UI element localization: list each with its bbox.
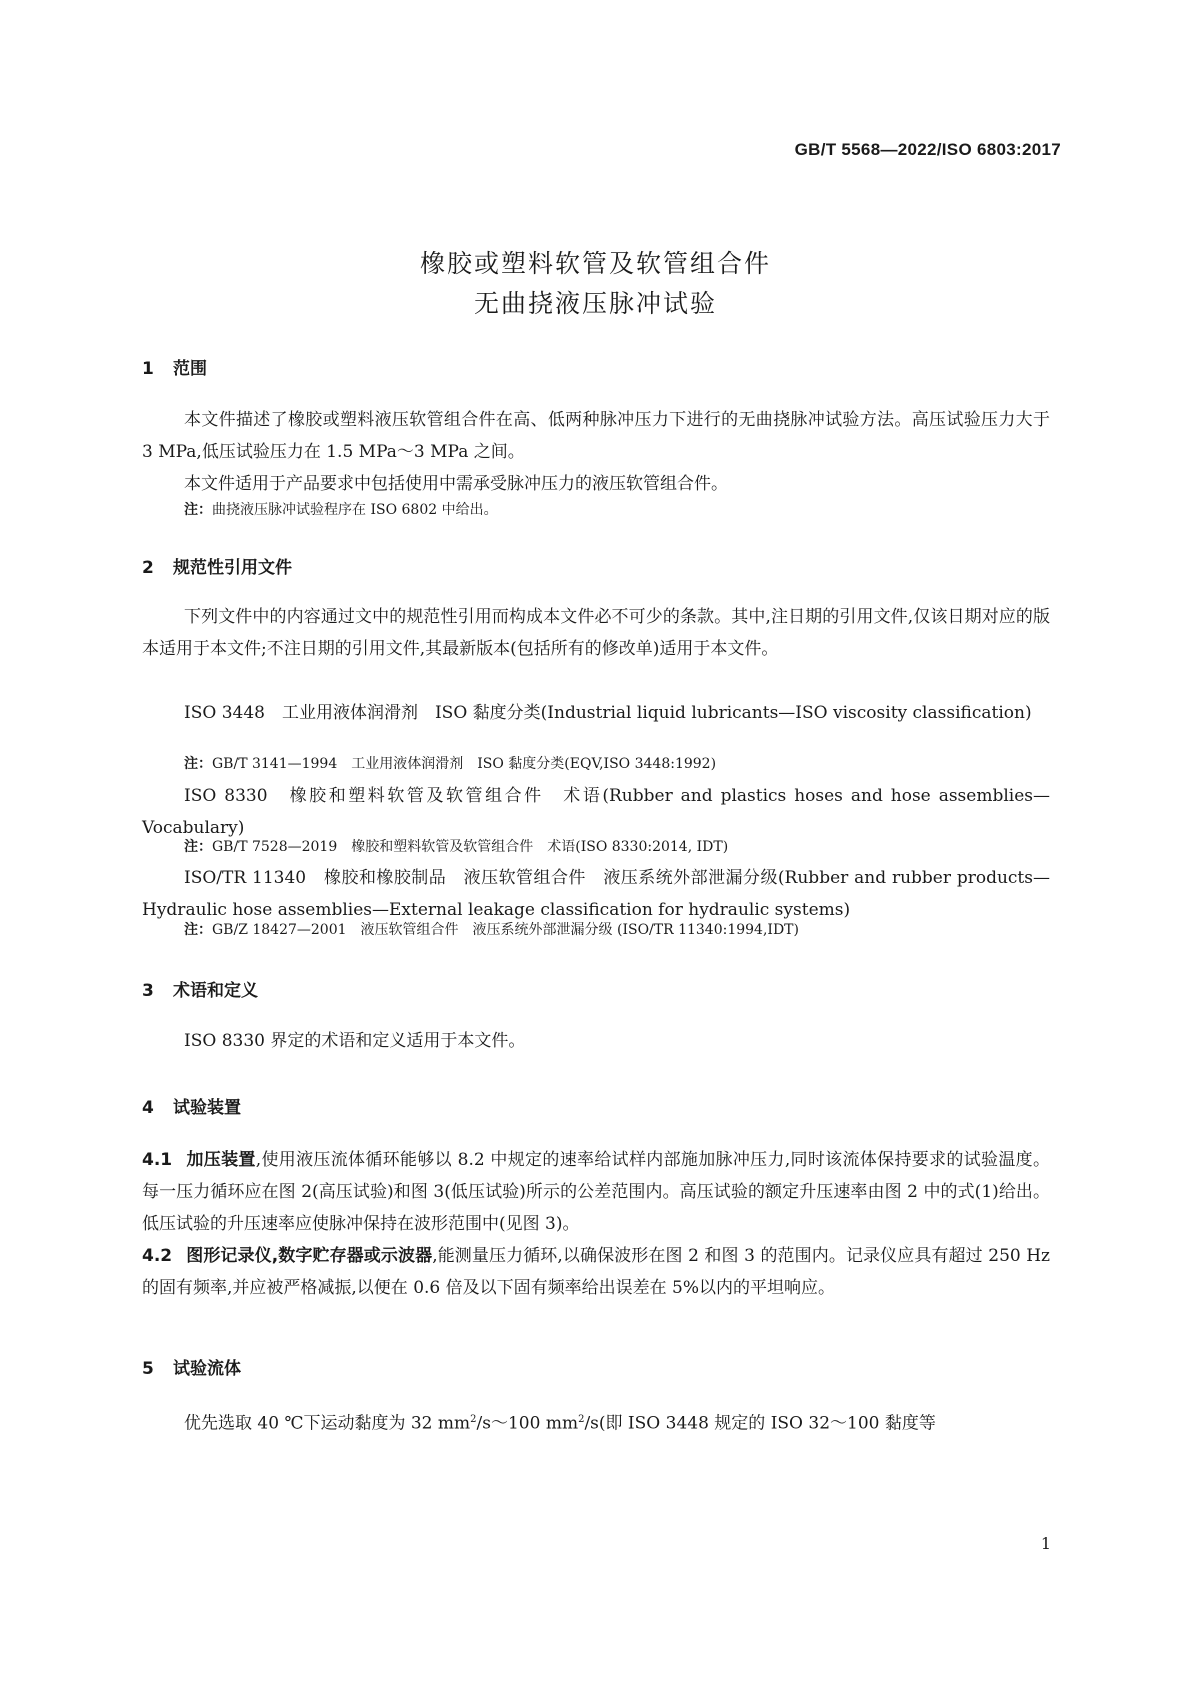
note-text: GB/Z 18427—2001 液压软管组合件 液压系统外部泄漏分级 (ISO/TR 11340:1994,IDT) (212, 922, 799, 938)
section-5-paragraph-1 (142, 1404, 1050, 1440)
section-2-number: 2 (142, 558, 154, 578)
section-4-number: 4 (142, 1098, 154, 1118)
section-4-title: 试验装置 (173, 1098, 241, 1118)
section-5-title: 试验流体 (173, 1359, 241, 1379)
note-text: GB/T 7528—2019 橡胶和塑料软管及软管组合件 术语(ISO 8330:2014, IDT) (212, 839, 729, 855)
subclause-4-1-text: ,使用液压流体循环能够以 8.2 中规定的速率给试样内部施加脉冲压力,同时该流体保持要求的试验温度。每一压力循环应在图 2(高压试验)和图 3(低压试验)所示的公差范围内。高压试验的额定升压速率由图 2 中的式(1)给出。低压试验的升压速率应使脉冲保持在波形范围中(见图 3)。 (142, 1150, 1050, 1234)
text-segment: /s～100 mm (476, 1413, 579, 1434)
note-label: 注： (184, 756, 212, 772)
subclause-4-2-text: ,能测量压力循环,以确保波形在图 2 和图 3 的范围内。记录仪应具有超过 250 Hz 的固有频率,并应被严格减振,以便在 0.6 倍及以下固有频率给出误差在 5%以内的平坦响应。 (142, 1246, 1050, 1298)
text-segment: 优先选取 40 ℃下运动黏度为 32 mm (184, 1413, 471, 1434)
text-segment: /s(即 ISO 3448 规定的 ISO 32～100 黏度等 (584, 1413, 936, 1434)
section-1-paragraph-1: 本文件描述了橡胶或塑料液压软管组合件在高、低两种脉冲压力下进行的无曲挠脉冲试验方法。高压试验压力大于 3 MPa,低压试验压力在 1.5 MPa～3 MPa 之间。 (142, 410, 1050, 462)
note-label: 注： (184, 502, 212, 518)
reference-iso-8330: ISO 8330 橡胶和塑料软管及软管组合件 术语(Rubber and plastics hoses and hose assemblies—Vocabulary) (142, 786, 1050, 838)
superscript: 2 (578, 1414, 585, 1425)
subclause-4-1-number: 4.1 (142, 1150, 173, 1170)
reference-iso-3448: ISO 3448 工业用液体润滑剂 ISO 黏度分类(Industrial liquid lubricants—ISO viscosity classification) (184, 703, 1032, 723)
section-1-paragraph-2: 本文件适用于产品要求中包括使用中需承受脉冲压力的液压软管组合件。 (184, 474, 728, 494)
reference-iso-3448-note (184, 754, 1050, 774)
standard-number: GB/T 5568—2022/ISO 6803:2017 (794, 140, 1061, 159)
section-3-heading (142, 976, 258, 1001)
superscript: 2 (470, 1414, 477, 1425)
subclause-4-1-term: 加压装置 (186, 1150, 256, 1170)
section-2-paragraph-1: 下列文件中的内容通过文中的规范性引用而构成本文件必不可少的条款。其中,注日期的引用文件,仅该日期对应的版本适用于本文件;不注日期的引用文件,其最新版本(包括所有的修改单)适用于本文件。 (142, 607, 1050, 659)
reference-iso-8330-note (184, 837, 1050, 857)
section-5-number: 5 (142, 1359, 154, 1379)
document-title-line2: 无曲挠液压脉冲试验 (473, 289, 717, 318)
section-3-title: 术语和定义 (173, 981, 258, 1001)
section-3-paragraph-1: ISO 8330 界定的术语和定义适用于本文件。 (184, 1031, 526, 1051)
reference-iso-tr-11340: ISO/TR 11340 橡胶和橡胶制品 液压软管组合件 液压系统外部泄漏分级(Rubber and rubber products—Hydraulic hose assemblies—External leakage classification for hydraulic systems) (142, 868, 1050, 920)
note-label: 注： (184, 922, 212, 938)
note-text: GB/T 3141—1994 工业用液体润滑剂 ISO 黏度分类(EQV,ISO 3448:1992) (212, 756, 717, 772)
note-label: 注： (184, 839, 212, 855)
subclause-4-2-term: 图形记录仪,数字贮存器或示波器 (186, 1246, 433, 1266)
subclause-4-2 (142, 1240, 1050, 1304)
section-3-number: 3 (142, 981, 154, 1001)
section-1-number: 1 (142, 359, 154, 379)
section-2-title: 规范性引用文件 (173, 558, 292, 578)
subclause-4-1 (142, 1144, 1050, 1240)
page-number: 1 (1040, 1534, 1051, 1553)
subclause-4-2-number: 4.2 (142, 1246, 173, 1266)
section-1-title: 范围 (173, 359, 207, 379)
section-1-heading (142, 354, 207, 379)
document-title-line1: 橡胶或塑料软管及软管组合件 (419, 249, 771, 278)
note-text: 曲挠液压脉冲试验程序在 ISO 6802 中给出。 (212, 502, 498, 518)
section-1-note (184, 500, 1050, 520)
reference-iso-tr-11340-note (184, 920, 1050, 940)
section-5-heading (142, 1354, 241, 1379)
section-2-heading (142, 553, 292, 578)
section-4-heading (142, 1093, 241, 1118)
